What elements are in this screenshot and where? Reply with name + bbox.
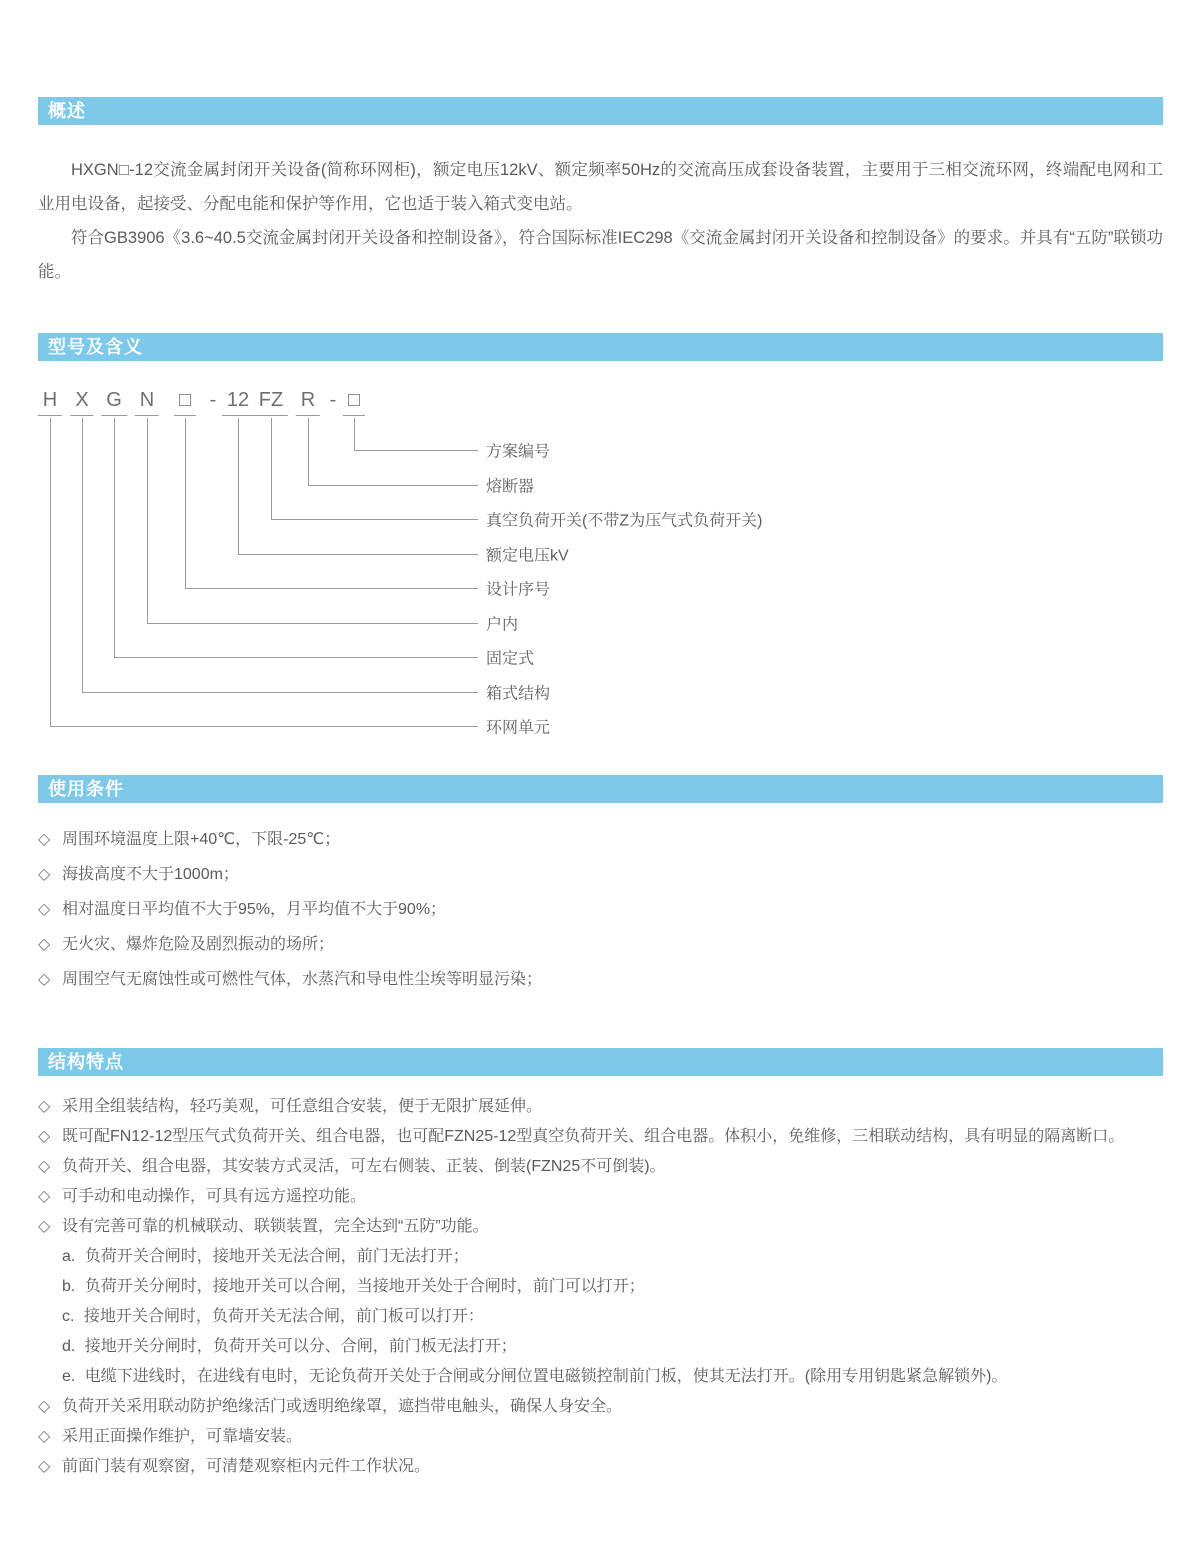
feature-text: 接地开关分闸时，负荷开关可以分、合闸，前门板无法打开； (84, 1338, 517, 1355)
diagram-vline (185, 418, 186, 588)
diagram-hline (50, 726, 478, 727)
diamond-bullet-icon: ◇ (38, 936, 51, 953)
feature-subitem (62, 1332, 1163, 1362)
model-code-char: N (135, 388, 159, 416)
model-code-char: X (70, 388, 93, 416)
usage-condition-item (38, 822, 1163, 857)
diagram-hline (271, 519, 478, 520)
model-code-dash: - (329, 389, 337, 411)
feature-item (38, 1422, 1163, 1452)
feature-text: 负荷开关分闸时，接地开关可以合闸，当接地开关处于合闸时，前门可以打开； (84, 1278, 645, 1295)
subitem-letter: e. (62, 1368, 76, 1385)
diagram-hline (354, 450, 478, 451)
usage-condition-text: 相对温度日平均值不大于95%，月平均值不大于90%； (62, 901, 447, 918)
diamond-bullet-icon: ◇ (38, 1428, 51, 1445)
diagram-vline (147, 418, 148, 623)
diamond-bullet-icon: ◇ (38, 1458, 51, 1475)
diamond-bullet-icon: ◇ (38, 1098, 51, 1115)
diamond-bullet-icon: ◇ (38, 901, 51, 918)
overview-paragraphs (38, 153, 1163, 289)
diagram-vline (354, 418, 355, 450)
overview-paragraph: HXGN□-12交流金属封闭开关设备(简称环网柜)，额定电压12kV、额定频率50Hz的交流高压成套设备装置，主要用于三相交流环网，终端配电网和工业用电设备，起接受、分配电能和保护等作用，它也适于装入箱式变电站。 (38, 161, 1163, 213)
feature-text: 既可配FN12-12型压气式负荷开关、组合电器，也可配FZN25-12型真空负荷开关、组合电器。体积小，免维修，三相联动结构，具有明显的隔离断口。 (62, 1128, 1125, 1145)
feature-text: 负荷开关、组合电器，其安装方式灵活，可左右侧装、正装、倒装(FZN25不可倒装)。 (62, 1158, 666, 1175)
diamond-bullet-icon: ◇ (38, 1398, 51, 1415)
feature-text: 负荷开关采用联动防护绝缘活门或透明绝缘罩，遮挡带电触头，确保人身安全。 (62, 1398, 623, 1415)
model-code-char: H (38, 388, 62, 416)
section-header-features (38, 1048, 1163, 1076)
diagram-label: 户内 (486, 616, 519, 634)
section-header-overview (38, 97, 1163, 125)
feature-text: 负荷开关合闸时，接地开关无法合闸，前门无法打开； (84, 1248, 469, 1265)
model-designation-diagram (38, 388, 1163, 750)
model-code-char: □ (174, 388, 196, 416)
feature-text: 设有完善可靠的机械联动、联锁装置，完全达到“五防”功能。 (62, 1218, 489, 1235)
section-title-overview: 概述 (48, 101, 86, 121)
diagram-label: 箱式结构 (486, 685, 551, 703)
feature-text: 电缆下进线时，在进线有电时，无论负荷开关处于合闸或分闸位置电磁锁控制前门板，使其无法打开。(除用专用钥匙紧急解锁外)。 (84, 1368, 1008, 1385)
diagram-hline (308, 485, 478, 486)
feature-text: 采用全组装结构，轻巧美观，可任意组合安装，便于无限扩展延伸。 (62, 1098, 543, 1115)
feature-text: 前面门装有观察窗，可清楚观察柜内元件工作状况。 (62, 1458, 431, 1475)
diamond-bullet-icon: ◇ (38, 1218, 51, 1235)
diamond-bullet-icon: ◇ (38, 1158, 51, 1175)
diagram-label: 额定电压kV (486, 547, 569, 565)
usage-condition-text: 周围环境温度上限+40℃，下限-25℃； (62, 831, 341, 848)
diagram-hline (238, 554, 478, 555)
model-code-char: G (101, 388, 127, 416)
subitem-letter: d. (62, 1338, 76, 1355)
diagram-vline (82, 418, 83, 692)
feature-subitem (62, 1302, 1163, 1332)
usage-condition-item (38, 927, 1163, 962)
feature-text: 接地开关合闸时，负荷开关无法合闸，前门板可以打开： (83, 1308, 484, 1325)
feature-subitem (62, 1272, 1163, 1302)
usage-condition-text: 海拔高度不大于1000m； (62, 866, 239, 883)
diagram-label: 熔断器 (486, 478, 535, 496)
section-header-usage (38, 775, 1163, 803)
subitem-letter: a. (62, 1248, 76, 1265)
usage-condition-item (38, 857, 1163, 892)
feature-item (38, 1212, 1163, 1242)
diagram-hline (82, 692, 478, 693)
diagram-label: 真空负荷开关(不带Z为压气式负荷开关) (486, 512, 763, 530)
diagram-label: 环网单元 (486, 719, 551, 737)
feature-item (38, 1452, 1163, 1482)
section-title-usage: 使用条件 (48, 779, 124, 799)
diagram-vline (50, 418, 51, 726)
usage-conditions-list (38, 822, 1163, 997)
diagram-label: 设计序号 (486, 581, 551, 599)
diagram-hline (147, 623, 478, 624)
feature-item (38, 1182, 1163, 1212)
usage-condition-text: 无火灾、爆炸危险及剧烈振动的场所； (62, 936, 335, 953)
model-code-char: 12 (222, 388, 254, 416)
diamond-bullet-icon: ◇ (38, 831, 51, 848)
overview-paragraph: 符合GB3906《3.6~40.5交流金属封闭开关设备和控制设备》，符合国际标准IEC298《交流金属封闭开关设备和控制设备》的要求。并具有“五防”联锁功能。 (38, 229, 1163, 281)
diamond-bullet-icon: ◇ (38, 1188, 51, 1205)
model-code-char: FZ (254, 388, 288, 416)
diamond-bullet-icon: ◇ (38, 866, 51, 883)
structural-features-list (38, 1092, 1163, 1482)
diagram-hline (114, 657, 478, 658)
feature-item (38, 1392, 1163, 1422)
feature-text: 可手动和电动操作，可具有远方遥控功能。 (62, 1188, 367, 1205)
usage-condition-item (38, 892, 1163, 927)
diagram-hline (185, 588, 478, 589)
diamond-bullet-icon: ◇ (38, 1128, 51, 1145)
diagram-label: 固定式 (486, 650, 535, 668)
diagram-vline (238, 418, 239, 554)
feature-subitem (62, 1362, 1163, 1392)
diamond-bullet-icon: ◇ (38, 971, 51, 988)
feature-item (38, 1092, 1163, 1122)
section-title-model: 型号及含义 (48, 337, 143, 357)
usage-condition-item (38, 962, 1163, 997)
model-code-char: □ (343, 388, 365, 416)
diagram-vline (271, 418, 272, 519)
section-title-features: 结构特点 (48, 1052, 124, 1072)
feature-text: 采用正面操作维护，可靠墙安装。 (62, 1428, 303, 1445)
diagram-label: 方案编号 (486, 443, 551, 461)
diagram-vline (308, 418, 309, 485)
usage-condition-text: 周围空气无腐蚀性或可燃性气体，水蒸汽和导电性尘埃等明显污染； (62, 971, 543, 988)
diagram-vline (114, 418, 115, 657)
subitem-letter: c. (62, 1308, 75, 1325)
subitem-letter: b. (62, 1278, 76, 1295)
feature-item (38, 1152, 1163, 1182)
feature-subitem (62, 1242, 1163, 1272)
feature-item (38, 1122, 1163, 1152)
section-header-model (38, 333, 1163, 361)
model-code-dash: - (209, 389, 217, 411)
model-code-char: R (296, 388, 320, 416)
